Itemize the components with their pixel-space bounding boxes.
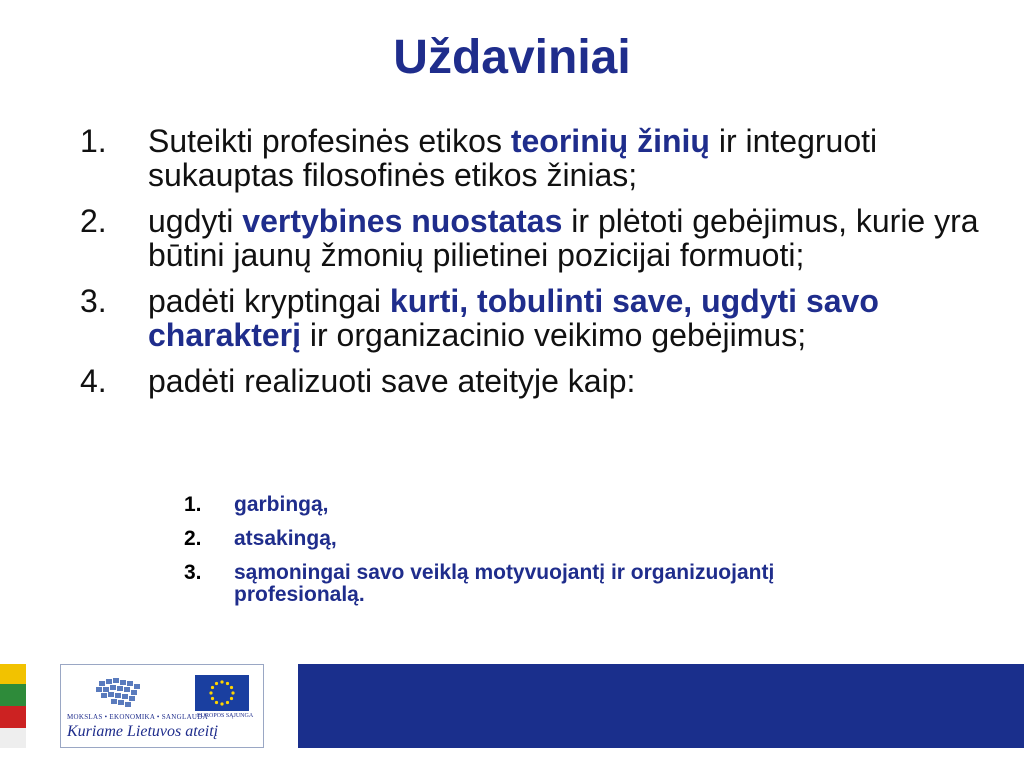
sub-item-3 — [184, 562, 884, 606]
item-text-rest: ir integruoti sukauptas filosofinės etikos žinias; — [148, 123, 878, 193]
eu-flag-icon — [195, 675, 249, 711]
sub-list — [184, 494, 884, 618]
main-list — [80, 124, 980, 410]
logo-caption-right: EUROPOS SĄJUNGA — [197, 713, 254, 719]
slide-title: Uždaviniai — [393, 31, 631, 84]
list-item-3 — [80, 284, 980, 352]
item-highlight: kurti, tobulinti save, ugdyti savo charakterį — [148, 283, 879, 353]
item-number: 1. — [80, 123, 107, 159]
lithuania-map-icon — [91, 675, 151, 711]
sub-item-number: 2. — [184, 527, 202, 550]
sub-item-number: 1. — [184, 493, 202, 516]
list-item-1 — [80, 124, 980, 192]
logo-caption-left: MOKSLAS • EKONOMIKA • SANGLAUDA — [67, 713, 208, 721]
item-number: 4. — [80, 363, 107, 399]
logo-slogan: Kuriame Lietuvos ateitį — [67, 723, 219, 740]
footer-logo — [60, 664, 264, 748]
item-text: ugdyti — [148, 203, 243, 239]
sub-item-text: garbingą, — [234, 493, 329, 516]
item-highlight: vertybines nuostatas — [242, 203, 563, 239]
sub-item-text: atsakingą, — [234, 527, 337, 550]
item-number: 2. — [80, 203, 107, 239]
sub-item-1 — [184, 494, 884, 516]
item-text: padėti kryptingai — [148, 283, 390, 319]
list-item-4 — [80, 364, 980, 398]
sub-item-text: sąmoningai savo veiklą motyvuojantį ir organizuojantį profesionalą. — [234, 561, 775, 606]
item-text: Suteikti profesinės etikos — [148, 123, 511, 159]
item-text: padėti realizuoti save ateityje kaip: — [148, 363, 636, 399]
sub-item-2 — [184, 528, 884, 550]
list-item-2 — [80, 204, 980, 272]
item-highlight: teorinių žinių — [510, 123, 710, 159]
footer-blue-band — [298, 664, 1024, 748]
item-number: 3. — [80, 283, 107, 319]
item-text-rest: ir organizacinio veikimo gebėjimus; — [300, 317, 807, 353]
lithuania-flag-strip-icon — [0, 664, 26, 748]
sub-item-number: 3. — [184, 561, 202, 584]
item-text-rest: ir plėtoti gebėjimus, kurie yra būtini jaunų žmonių pilietinei pozicijai formuoti; — [148, 203, 979, 273]
